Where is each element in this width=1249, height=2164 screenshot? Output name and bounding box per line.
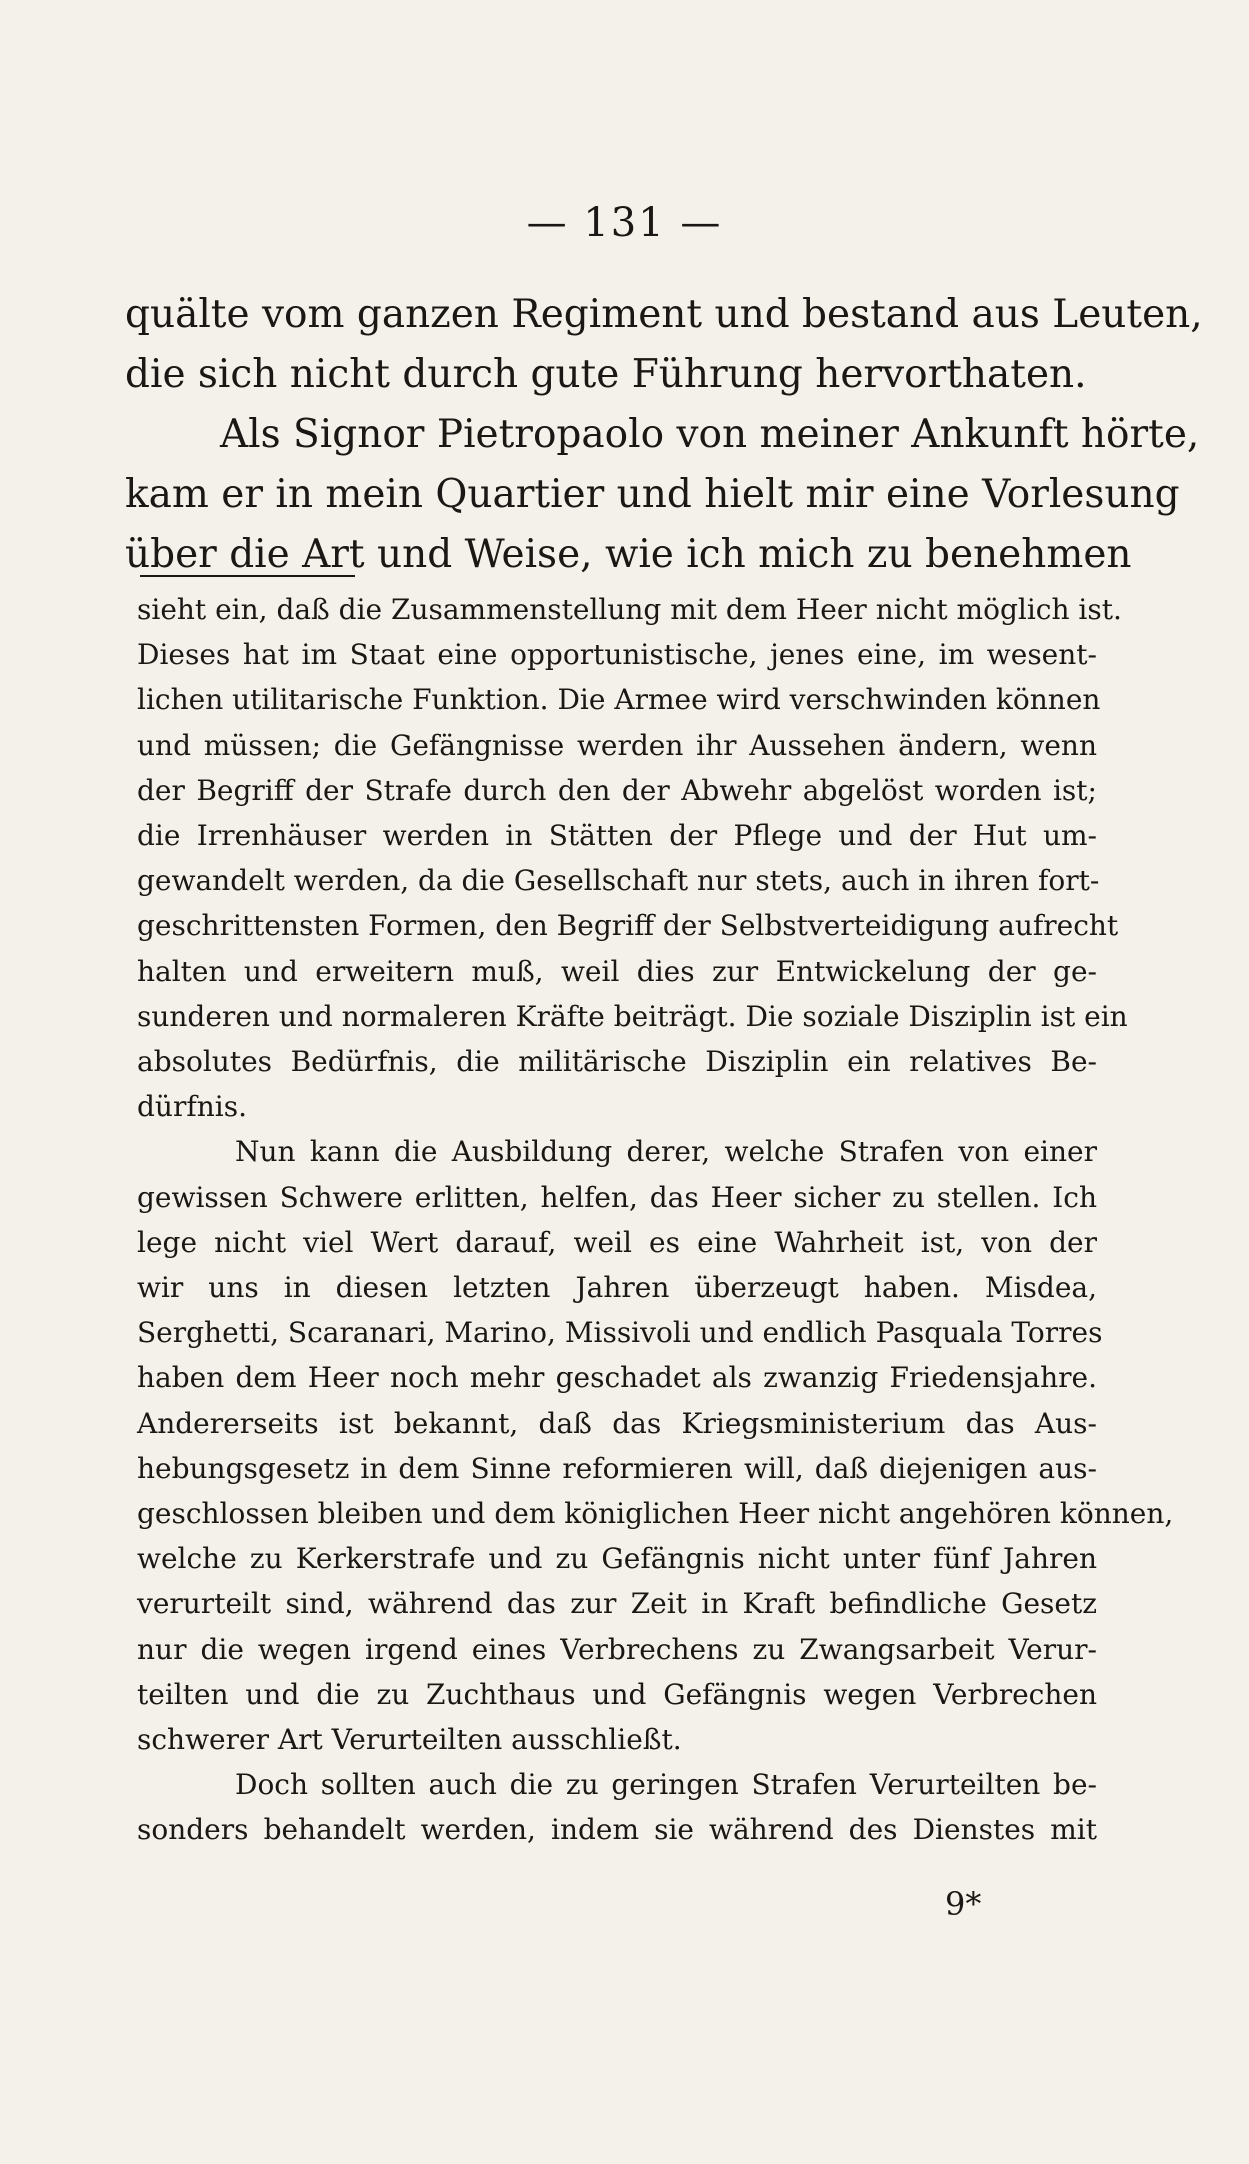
footnote-line: lichen utilitarische Funktion. Die Armee wird verschwinden können: [137, 683, 1101, 717]
page-header: [0, 200, 1249, 246]
footnote-line: lege nicht viel Wert darauf, weil es eine Wahrheit ist, von der: [137, 1225, 1097, 1259]
footnote-line: gewandelt werden, da die Gesellschaft nur stets, auch in ihren fort-: [137, 864, 1100, 898]
footnote-line: sieht ein, daß die Zusammenstellung mit dem Heer nicht möglich ist.: [137, 593, 1122, 626]
footnote-line: absolutes Bedürfnis, die militärische Disziplin ein relatives Be-: [137, 1045, 1097, 1079]
main-text-line: die sich nicht durch gute Führung hervorthaten.: [125, 352, 1087, 397]
footnote-line: Serghetti, Scaranari, Marino, Missivoli und endlich Pasquala Torres: [137, 1316, 1103, 1350]
footnote-block: [137, 587, 1174, 1853]
footnote-line: geschrittensten Formen, den Begriff der Selbstverteidigung aufrecht: [137, 909, 1119, 943]
footnote-line: der Begriff der Strafe durch den der Abwehr abgelöst worden ist;: [137, 773, 1097, 807]
main-text: [125, 285, 1203, 585]
footnote-line: gewissen Schwere erlitten, helfen, das Heer sicher zu stellen. Ich: [137, 1180, 1097, 1214]
footnote-line: geschlossen bleiben und dem königlichen Heer nicht angehören können,: [137, 1497, 1174, 1531]
main-text-line: Als Signor Pietropaolo von meiner Ankunft hörte,: [220, 412, 1200, 457]
footnote-line: welche zu Kerkerstrafe und zu Gefängnis nicht unter fünf Jahren: [137, 1542, 1097, 1576]
footnote-line: nur die wegen irgend eines Verbrechens zu Zwangsarbeit Verur-: [137, 1632, 1097, 1666]
footnote-line: hebungsgesetz in dem Sinne reformieren will, daß diejenigen aus-: [137, 1451, 1097, 1485]
footnote-line: teilten und die zu Zuchthaus und Gefängnis wegen Verbrechen: [137, 1677, 1097, 1711]
footnote-line: haben dem Heer noch mehr geschadet als zwanzig Friedensjahre.: [137, 1361, 1097, 1395]
footnote-line: die Irrenhäuser werden in Stätten der Pflege und der Hut um-: [137, 819, 1097, 853]
footnote-divider: [140, 575, 355, 577]
footnote-line: halten und erweitern muß, weil dies zur Entwickelung der ge-: [137, 954, 1097, 988]
footnote-line: wir uns in diesen letzten Jahren überzeugt haben. Misdea,: [137, 1271, 1097, 1305]
footnote-line: und müssen; die Gefängnisse werden ihr Aussehen ändern, wenn: [137, 728, 1097, 762]
footnote-line: Doch sollten auch die zu geringen Strafen Verurteilten be-: [235, 1768, 1097, 1802]
footnote-line: schwerer Art Verurteilten ausschließt.: [137, 1723, 682, 1757]
footnote-line: dürfnis.: [137, 1090, 247, 1124]
footnote-line: verurteilt sind, während das zur Zeit in Kraft befindliche Gesetz: [137, 1587, 1097, 1621]
footnote-line: sonders behandelt werden, indem sie während des Dienstes mit: [137, 1813, 1097, 1847]
main-text-line: quälte vom ganzen Regiment und bestand aus Leuten,: [125, 292, 1203, 337]
footnote-line: Andererseits ist bekannt, daß das Kriegsministerium das Aus-: [137, 1406, 1097, 1440]
footnote-line: Dieses hat im Staat eine opportunistische, jenes eine, im wesent-: [137, 638, 1097, 672]
footnote-line: Nun kann die Ausbildung derer, welche Strafen von einer: [235, 1135, 1097, 1169]
footnote-line: sunderen und normaleren Kräfte beiträgt. Die soziale Disziplin ist ein: [137, 999, 1128, 1033]
page-number: — 131 —: [526, 200, 723, 246]
main-text-line: kam er in mein Quartier und hielt mir eine Vorlesung: [125, 472, 1180, 517]
signature-mark: 9*: [945, 1885, 982, 1923]
main-text-line: über die Art und Weise, wie ich mich zu benehmen: [125, 532, 1132, 577]
